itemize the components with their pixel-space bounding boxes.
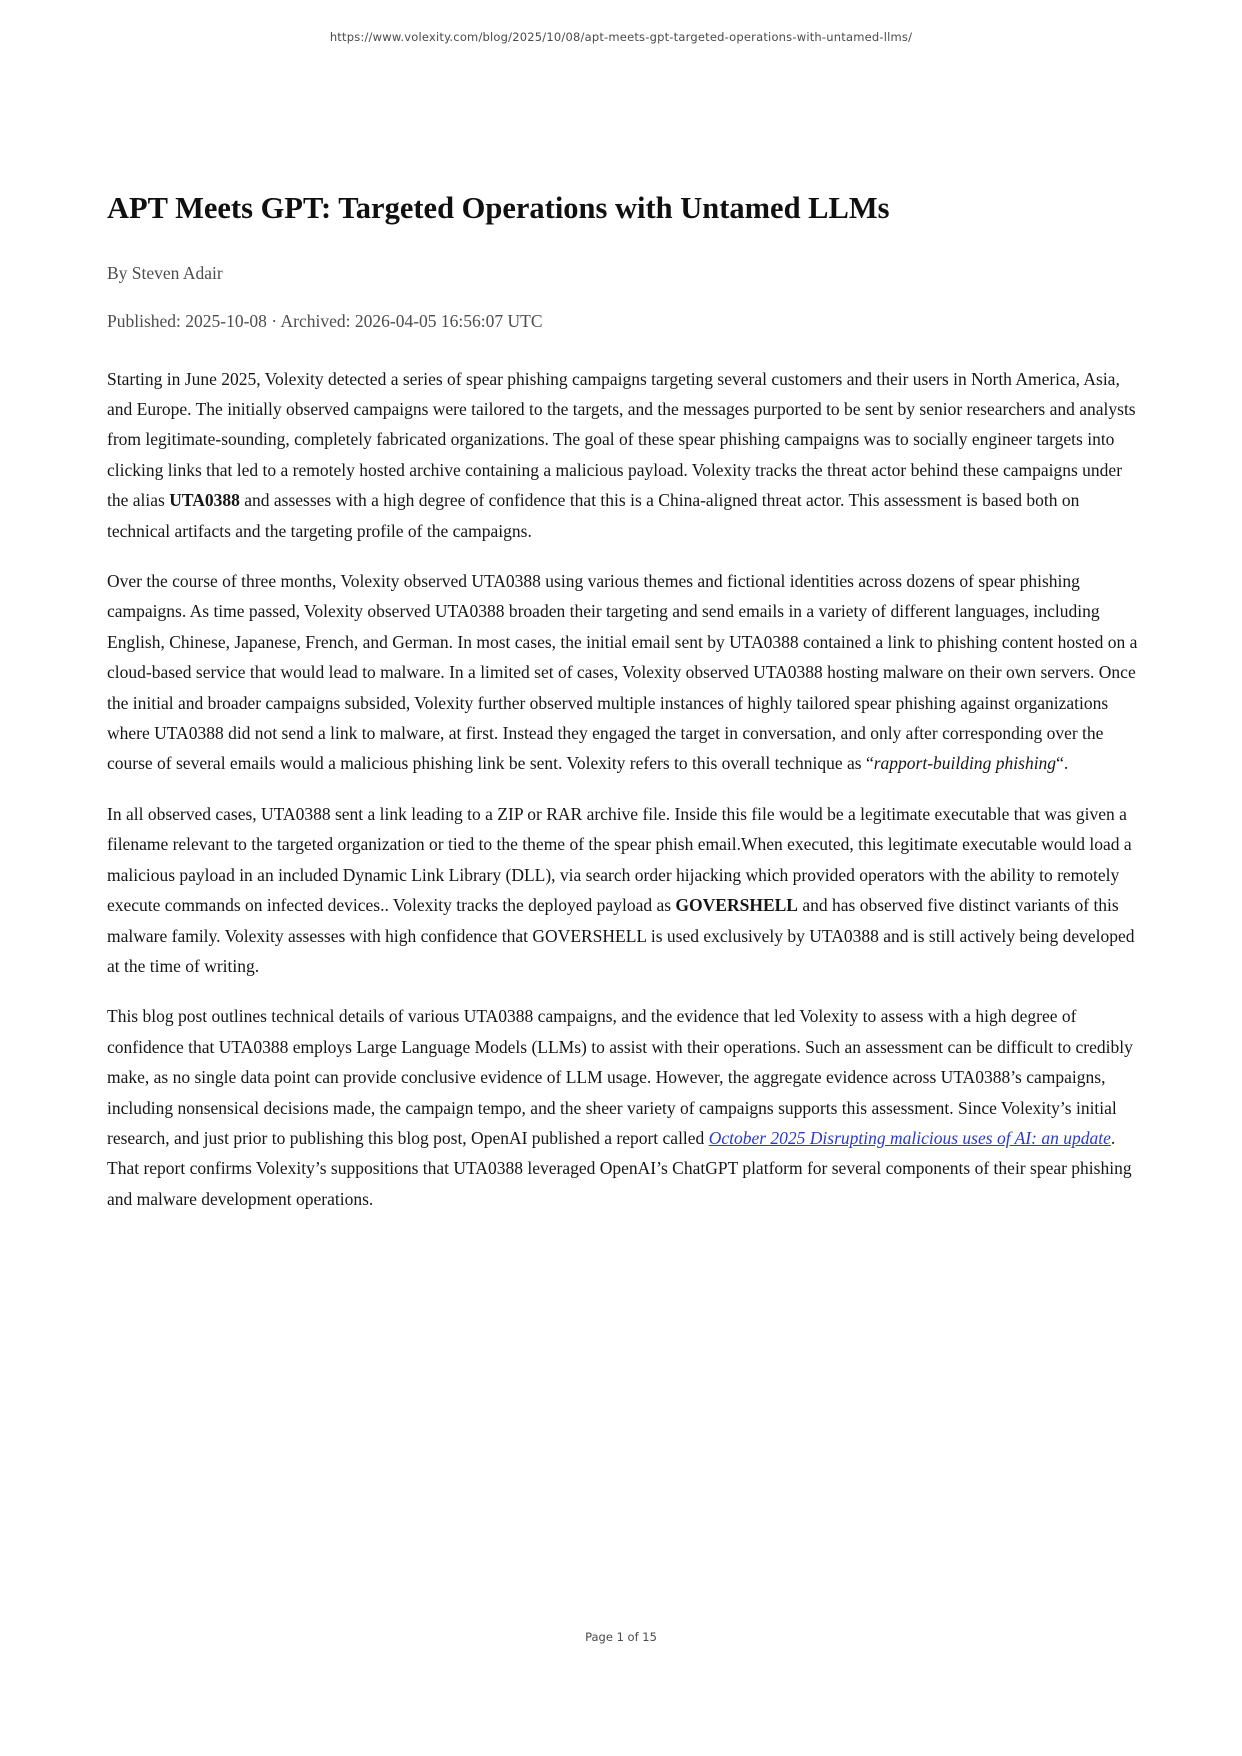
text-segment: Over the course of three months, Volexity observed UTA0388 using various themes and fictional identities across dozens of spear phishing campaigns. As time passed, Volexity observed UTA0388 broaden their targeting and send emails in a variety of different languages, including English, Chinese, Japanese, French, and German. In most cases, the initial email sent by UTA0388 contained a link to phishing content hosted on a cloud-based service that would lead to malware. In a limited set of cases, Volexity observed UTA0388 hosting malware on their own servers. Once the initial and broader campaigns subsided, Volexity further observed multiple instances of highly tailored spear phishing against organizations where UTA0388 did not send a link to malware, at first. Instead they engaged the target in conversation, and only after corresponding over the course of several emails would a malicious phishing link be sent. Volexity refers to this overall technique as “: [107, 571, 1138, 774]
paragraph-intro: [107, 364, 1139, 546]
text-segment: . That report confirms Volexity’s suppositions that UTA0388 leveraged OpenAI’s ChatGPT platform for several components of their spear phishing and malware development operations.: [107, 1127, 1132, 1209]
paragraph-payload: [107, 799, 1139, 981]
byline: By Steven Adair: [107, 262, 223, 283]
paragraph-campaign-themes: [107, 566, 1139, 779]
technique-term: rapport-building phishing: [873, 753, 1057, 774]
text-segment: In all observed cases, UTA0388 sent a link leading to a ZIP or RAR archive file. Inside this file would be a legitimate executable that was given a filename relevant to the targeted organization or tied to the theme of the spear phish email.When executed, this legitimate executable would load a malicious payload in an included Dynamic Link Library (DLL), via search order hijacking which provided operators with the ability to remotely execute commands on infected devices.. Volexity tracks the deployed payload as: [107, 803, 1132, 916]
threat-actor-alias: UTA0388: [169, 490, 240, 511]
page-title: APT Meets GPT: Targeted Operations with Untamed LLMs: [107, 191, 890, 225]
malware-name: GOVERSHELL: [675, 895, 798, 916]
page-number-footer: Page 1 of 15: [585, 1630, 657, 1644]
text-segment: Starting in June 2025, Volexity detected a series of spear phishing campaigns targeting several customers and their users in North America, Asia, and Europe. The initially observed campaigns were tailored to the targets, and the messages purported to be sent by senior researchers and analysts from legitimate-sounding, completely fabricated organizations. The goal of these spear phishing campaigns was to socially engineer targets into clicking links that led to a remotely hosted archive containing a malicious payload. Volexity tracks the threat actor behind these campaigns under the alias: [107, 368, 1136, 511]
paragraph-llm-evidence: [107, 1001, 1139, 1214]
text-segment: “.: [1056, 753, 1069, 774]
article-content: [107, 190, 1139, 1234]
published-archived-meta: Published: 2025-10-08 · Archived: 2026-04-05 16:56:07 UTC: [107, 310, 543, 331]
text-segment: and assesses with a high degree of confidence that this is a China-aligned threat actor. This assessment is based both on technical artifacts and the targeting profile of the campaigns.: [107, 490, 1080, 541]
text-segment: This blog post outlines technical details of various UTA0388 campaigns, and the evidence that led Volexity to assess with a high degree of confidence that UTA0388 employs Large Language Models (LLMs) to assist with their operations. Such an assessment can be difficult to credibly make, as no single data point can provide conclusive evidence of LLM usage. However, the aggregate evidence across UTA0388’s campaigns, including nonsensical decisions made, the campaign tempo, and the sheer variety of campaigns supports this assessment. Since Volexity’s initial research, and just prior to publishing this blog post, OpenAI published a report called: [107, 1006, 1133, 1148]
print-header-url: https://www.volexity.com/blog/2025/10/08/apt-meets-gpt-targeted-operations-with-untamed-llms/: [329, 30, 913, 44]
openai-report-link[interactable]: October 2025 Disrupting malicious uses of AI: an update: [708, 1127, 1111, 1148]
text-segment: and has observed five distinct variants of this malware family. Volexity assesses with high confidence that GOVERSHELL is used exclusively by UTA0388 and is still actively being developed at the time of writing.: [107, 895, 1135, 976]
